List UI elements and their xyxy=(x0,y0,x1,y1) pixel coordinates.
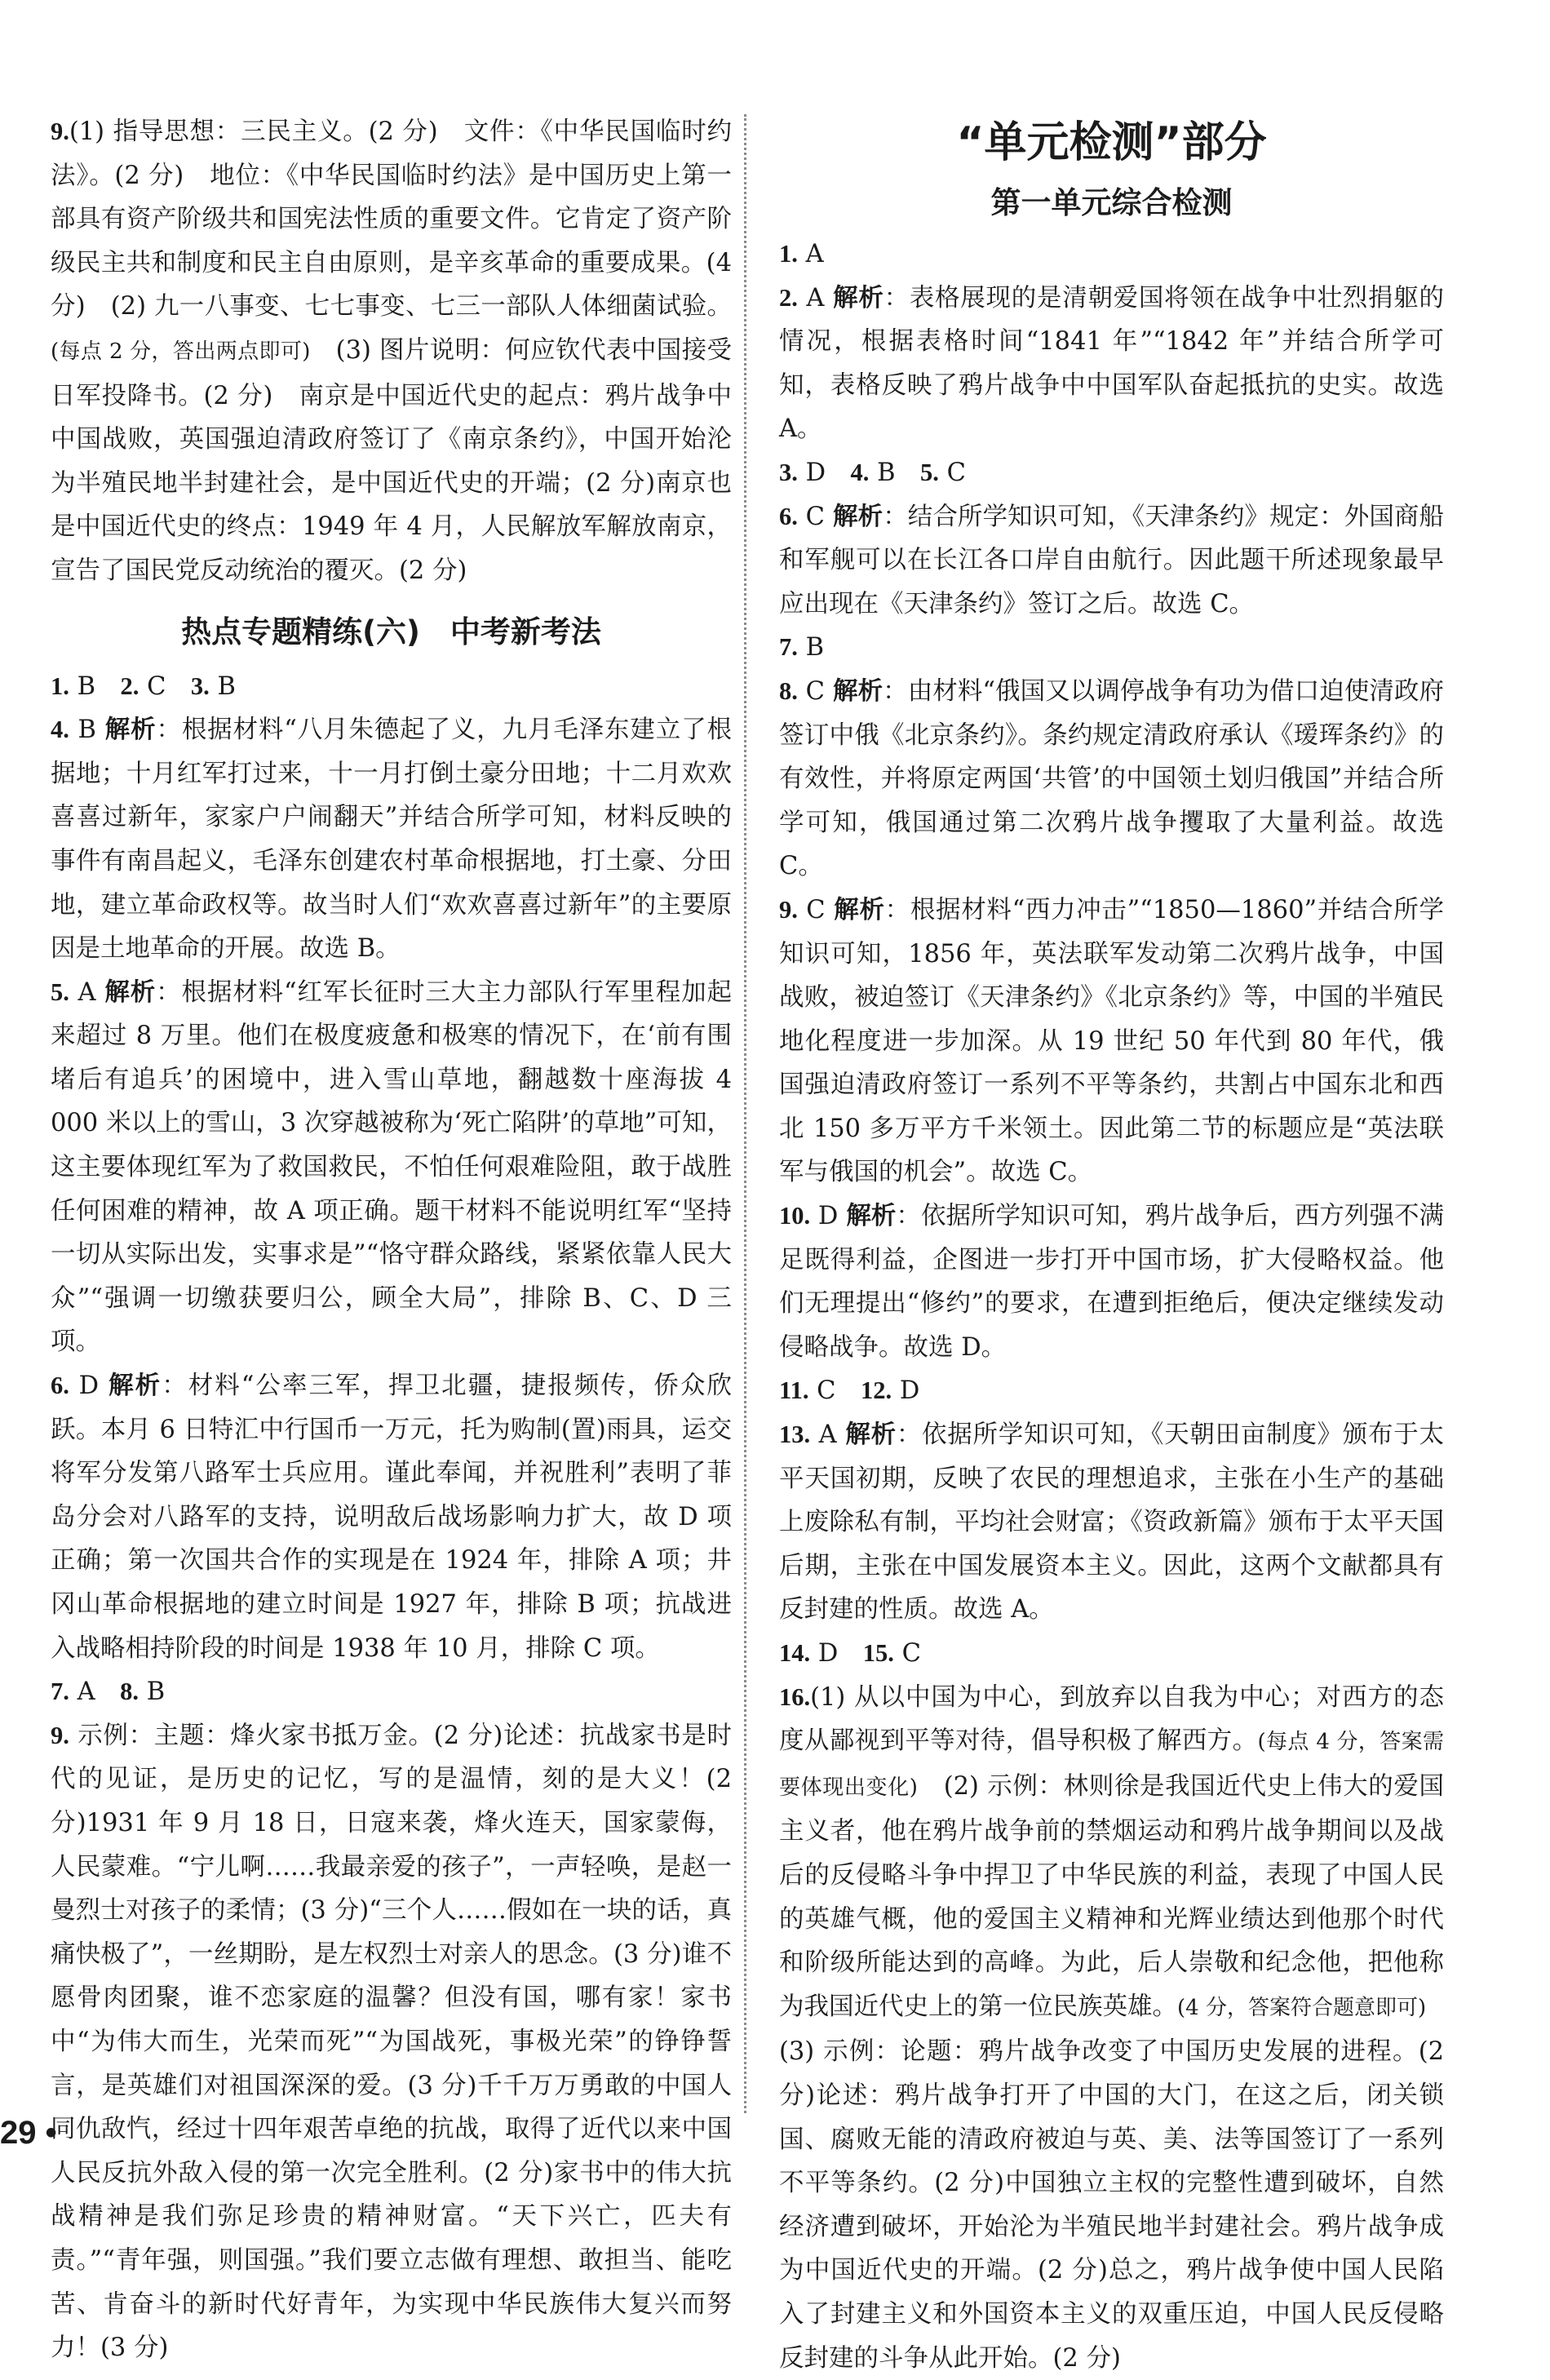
answer-choice: B xyxy=(805,633,824,663)
answer-text: (3) 示例：论题：鸦片战争改变了中国历史发展的进程。(2 分)论述：鸦片战争打开了中国的大门，在这之后，闭关锁国、腐败无能的清政府被迫与英、美、法等国签订了一系列不平等条约。(2 分)中国独立主权的完整性遭到破坏，自然经济遭到破坏，开始沦为半殖民地半封建社会。鸦片战争成为中国近代史的开端。(2 分)总之，鸦片战争使中国人民陷入了封建主义和外国资本主义的双重压迫，中国人民反侵略反封建的斗争从此开始。(2 分) xyxy=(779,1992,1451,2373)
answer-choice: C xyxy=(901,1639,921,1668)
question-number: 2. xyxy=(120,671,140,700)
question-number: 7. xyxy=(779,633,798,662)
answer-6 xyxy=(779,495,1444,627)
scoring-note: (每点 4 分，答案需要体现出变化) xyxy=(779,1730,1445,1800)
question-number: 16. xyxy=(779,1682,811,1711)
answer-text: (1) 指导思想：三民主义。(2 分) 文件：《中华民国临时约法》。(2 分) 地位：《中华民国临时约法》是中国历史上第一部具有资产阶级共和国宪法性质的重要文件。它肯定了资产阶级民主共和制度和民主自由原则，是辛亥革命的重要成果。(4 分) (2) 九一八事变、七七事变、七三一部队人体细菌试验。 xyxy=(51,117,732,321)
answer-choice: D xyxy=(78,1372,100,1401)
answer-choice: D xyxy=(805,458,826,487)
question-number: 3. xyxy=(779,458,798,486)
question-number: 1. xyxy=(779,240,798,268)
question-number: 11. xyxy=(779,1376,809,1405)
question-number: 5. xyxy=(51,977,69,1006)
answer-6 xyxy=(51,1364,732,1670)
question-number: 6. xyxy=(51,1372,69,1400)
analysis-text: ：依据所学知识可知，《天朝田亩制度》颁布于太平天国初期，反映了农民的理想追求，主张在小生产的基础上废除私有制，平均社会财富；《资政新篇》颁布于太平天国后期，主张在中国发展资本主义。因此，这两个文献都具有反封建的性质。故选 A。 xyxy=(779,1420,1445,1624)
answer-13 xyxy=(779,1413,1444,1632)
unit-test-title: 第一单元综合检测 xyxy=(990,185,1233,220)
analysis-text: ：根据材料“红军长征时三大主力部队行军里程加起来超过 8 万里。他们在极度疲惫和极寒的情况下，在‘前有围堵后有追兵’的困境中，进入雪山草地，翻越数十座海拔 4 000 米以上的雪山，3 次穿越被称为‘死亡陷阱’的草地”可知，这主要体现红军为了救国救民，不怕任何艰难险阻，敢于战胜任何困难的精神，故 A 项正确。题干材料不能说明红军“坚持一切从实际出发，实事求是”“恪守群众路线，紧紧依靠人民大众”“强调一切缴获要归公，顾全大局”，排除 B、C、D 三项。 xyxy=(51,977,733,1357)
answer-9 xyxy=(51,1714,732,2370)
analysis-label: 解析 xyxy=(846,1202,897,1231)
analysis-text: ：由材料“俄国又以调停战争有功为借口迫使清政府签订中俄《北京条约》。条约规定清政府承认《瑷珲条约》的有效性，并将原定两国‘共管’的中国领土划归俄国”并结合所学可知，俄国通过第二次鸦片战争攫取了大量利益。故选 C。 xyxy=(779,676,1445,881)
answer-choice: B xyxy=(77,671,95,701)
section-title: 热点专题精练(六) 中考新考法 xyxy=(181,614,601,649)
question-number: 12. xyxy=(861,1376,892,1405)
answer-16 xyxy=(779,1676,1451,2380)
analysis-label: 解析 xyxy=(832,283,884,312)
answer-9-prev xyxy=(51,110,732,593)
part-title: “单元检测”部分 xyxy=(956,118,1267,167)
analysis-label: 解析 xyxy=(832,676,884,706)
answer-choice: A xyxy=(806,283,825,312)
question-number: 14. xyxy=(779,1639,811,1667)
answer-text: (1) 从以中国为中心，到放弃以自我为中心；对西方的态度从鄙视到平等对待，倡导积极了解西方。 xyxy=(779,1682,1444,1756)
question-number: 9. xyxy=(779,895,798,924)
answer-choice: C xyxy=(946,458,966,487)
left-column xyxy=(51,110,732,2370)
answers-1-3 xyxy=(51,665,732,709)
analysis-text: ：依据所学知识可知，鸦片战争后，西方列强不满足既得利益，企图进一步打开中国市场，扩大侵略权益。他们无理提出“修约”的要求，在遭到拒绝后，便决定继续发动侵略战争。故选 D。 xyxy=(779,1202,1445,1362)
analysis-text: ：结合所学知识可知，《天津条约》规定：外国商船和军舰可以在长江各口岸自由航行。因此题干所述现象最早应出现在《天津条约》签订之后。故选 C。 xyxy=(779,502,1444,618)
question-number: 9. xyxy=(51,117,69,145)
answers-7-8 xyxy=(51,1670,732,1714)
question-number: 10. xyxy=(779,1202,811,1230)
analysis-label: 解析 xyxy=(107,1372,162,1401)
question-number: 2. xyxy=(779,283,798,312)
answer-choice: A xyxy=(77,1678,95,1707)
answer-choice: B xyxy=(78,716,96,745)
question-number: 1. xyxy=(51,671,69,700)
answer-choice: C xyxy=(147,671,166,701)
answer-4 xyxy=(51,708,732,971)
answer-choice: A xyxy=(818,1420,837,1450)
answer-text: (3) 图片说明：何应钦代表中国接受日军投降书。(2 分) 南京是中国近代史的起点：鸦片战争中中国战败，英国强迫清政府签订了《南京条约》，中国开始沦为半殖民地半封建社会，是中国近代史的开端；(2 分)南京也是中国近代史的终点：1949 年 4 月，人民解放军解放南京，宣告了国民党反动统治的覆灭。(2 分) xyxy=(51,335,733,585)
question-number: 8. xyxy=(779,676,798,705)
answer-choice: A xyxy=(78,977,96,1007)
analysis-label: 解析 xyxy=(844,1420,897,1450)
question-number: 5. xyxy=(920,458,939,486)
question-number: 8. xyxy=(120,1678,139,1706)
answer-7 xyxy=(779,626,1444,670)
question-number: 4. xyxy=(51,716,69,744)
answer-choice: C xyxy=(806,895,826,924)
analysis-text: ：材料“公率三军，捍卫北疆，捷报频传，侨众欣跃。本月 6 日特汇中行国币一万元，托为购制(置)雨具，运交将军分发第八路军士兵应用。谨此奉闻，并祝胜利”表明了菲岛分会对八路军的支持，说明敌后战场影响力扩大，故 D 项正确；第一次国共合作的实现是在 1924 年，排除 A 项；井冈山革命根据地的建立时间是 1927 年，排除 B 项；抗战进入战略相持阶段的时间是 1938 年 10 月，排除 C 项。 xyxy=(51,1372,733,1663)
answer-choice: D xyxy=(899,1376,920,1406)
question-number: 13. xyxy=(779,1420,811,1449)
answer-text: 示例：主题：烽火家书抵万金。(2 分)论述：抗战家书是时代的见证，是历史的记忆，写的是温情，刻的是大义！(2 分)1931 年 9 月 18 日，日寇来袭，烽火连天，国家蒙侮，人民蒙难。“宁儿啊……我最亲爱的孩子”，一声轻唤，是赵一曼烈士对孩子的柔情；(3 分)“三个人……假如在一块的话，真痛快极了”，一丝期盼，是左权烈士对亲人的思念。(3 分)谁不愿骨肉团聚，谁不恋家庭的温馨？但没有国，哪有家！家书中“为伟大而生，光荣而死”“为国战死，事极光荣”的铮铮誓言，是英雄们对祖国深深的爱。(3 分)千千万万勇敢的中国人同仇敌忾，经过十四年艰苦卓绝的抗战，取得了近代以来中国人民反抗外敌入侵的第一次完全胜利。(2 分)家书中的伟大抗战精神是我们弥足珍贵的精神财富。“天下兴亡，匹夫有责。”“青年强，则国强。”我们要立志做有理想、敢担当、能吃苦、肯奋斗的新时代好青年，为实现中华民族伟大复兴而努力！(3 分) xyxy=(51,1721,732,2363)
analysis-text: ：根据材料“西力冲击”“1850—1860”并结合所学知识可知，1856 年，英法联军发动第二次鸦片战争，中国战败，被迫签订《天津条约》《北京条约》等，中国的半殖民地化程度进一步加深。从 19 世纪 50 年代到 80 年代，俄国强迫清政府签订一系列不平等条约，共割占中国东北和西北 150 多万平方千米领土。因此第二节的标题应是“英法联军与俄国的机会”。故选 C。 xyxy=(779,895,1444,1187)
question-number: 7. xyxy=(51,1678,69,1706)
answer-choice: D xyxy=(817,1202,839,1231)
analysis-label: 解析 xyxy=(104,716,157,745)
answer-2 xyxy=(779,277,1444,451)
answer-choice: A xyxy=(805,240,824,268)
answer-1 xyxy=(779,233,1444,277)
scoring-note: (每点 2 分，答出两点即可) xyxy=(51,339,311,364)
question-number: 6. xyxy=(779,502,798,530)
scoring-note: (4 分，答案符合题意即可) xyxy=(1177,1995,1427,2020)
answer-choice: B xyxy=(217,671,236,701)
analysis-text: ：表格展现的是清朝爱国将领在战争中壮烈捐躯的情况，根据表格时间“1841 年”“1842 年”并结合所学可知，表格反映了鸦片战争中中国军队奋起抵抗的史实。故选 A。 xyxy=(779,283,1445,444)
column-divider xyxy=(744,114,746,2113)
answer-choice: C xyxy=(805,502,825,531)
answer-choice: B xyxy=(146,1678,166,1707)
answers-11-12 xyxy=(779,1369,1444,1413)
answer-5 xyxy=(51,971,732,1364)
answer-text: (2) 示例：林则徐是我国近代史上伟大的爱国主义者，他在鸦片战争前的禁烟运动和鸦片战争期间以及战后的反侵略斗争中捍卫了中华民族的利益，表现了中国人民的英雄气概，他的爱国主义精神和光辉业绩达到他那个时代和阶级所能达到的高峰。为此，后人崇敬和纪念他，把他称为我国近代史上的第一位民族英雄。 xyxy=(779,1771,1444,2021)
question-number: 15. xyxy=(862,1639,894,1667)
answers-3-5 xyxy=(779,451,1444,495)
right-column xyxy=(779,110,1451,2380)
analysis-label: 解析 xyxy=(104,977,157,1007)
answers-14-15 xyxy=(779,1632,1444,1676)
answer-choice: D xyxy=(817,1639,839,1668)
answer-9 xyxy=(779,889,1444,1194)
page-number: 29 • xyxy=(0,2115,57,2151)
analysis-label: 解析 xyxy=(832,502,884,531)
analysis-text: ：根据材料“八月朱德起了义，九月毛泽东建立了根据地；十月红军打过来，十一月打倒土豪分田地；十二月欢欢喜喜过新年，家家户户闹翻天”并结合所学可知，材料反映的事件有南昌起义，毛泽东创建农村革命根据地，打土豪、分田地，建立革命政权等。故当时人们“欢欢喜喜过新年”的主要原因是土地革命的开展。故选 B。 xyxy=(51,716,733,964)
answer-8 xyxy=(779,670,1444,889)
question-number: 9. xyxy=(51,1721,69,1749)
answer-10 xyxy=(779,1194,1444,1369)
answer-choice: C xyxy=(817,1376,836,1406)
answer-choice: B xyxy=(877,458,896,487)
question-number: 3. xyxy=(190,671,210,700)
question-number: 4. xyxy=(850,458,870,486)
answer-choice: C xyxy=(805,676,825,706)
analysis-label: 解析 xyxy=(833,895,885,924)
